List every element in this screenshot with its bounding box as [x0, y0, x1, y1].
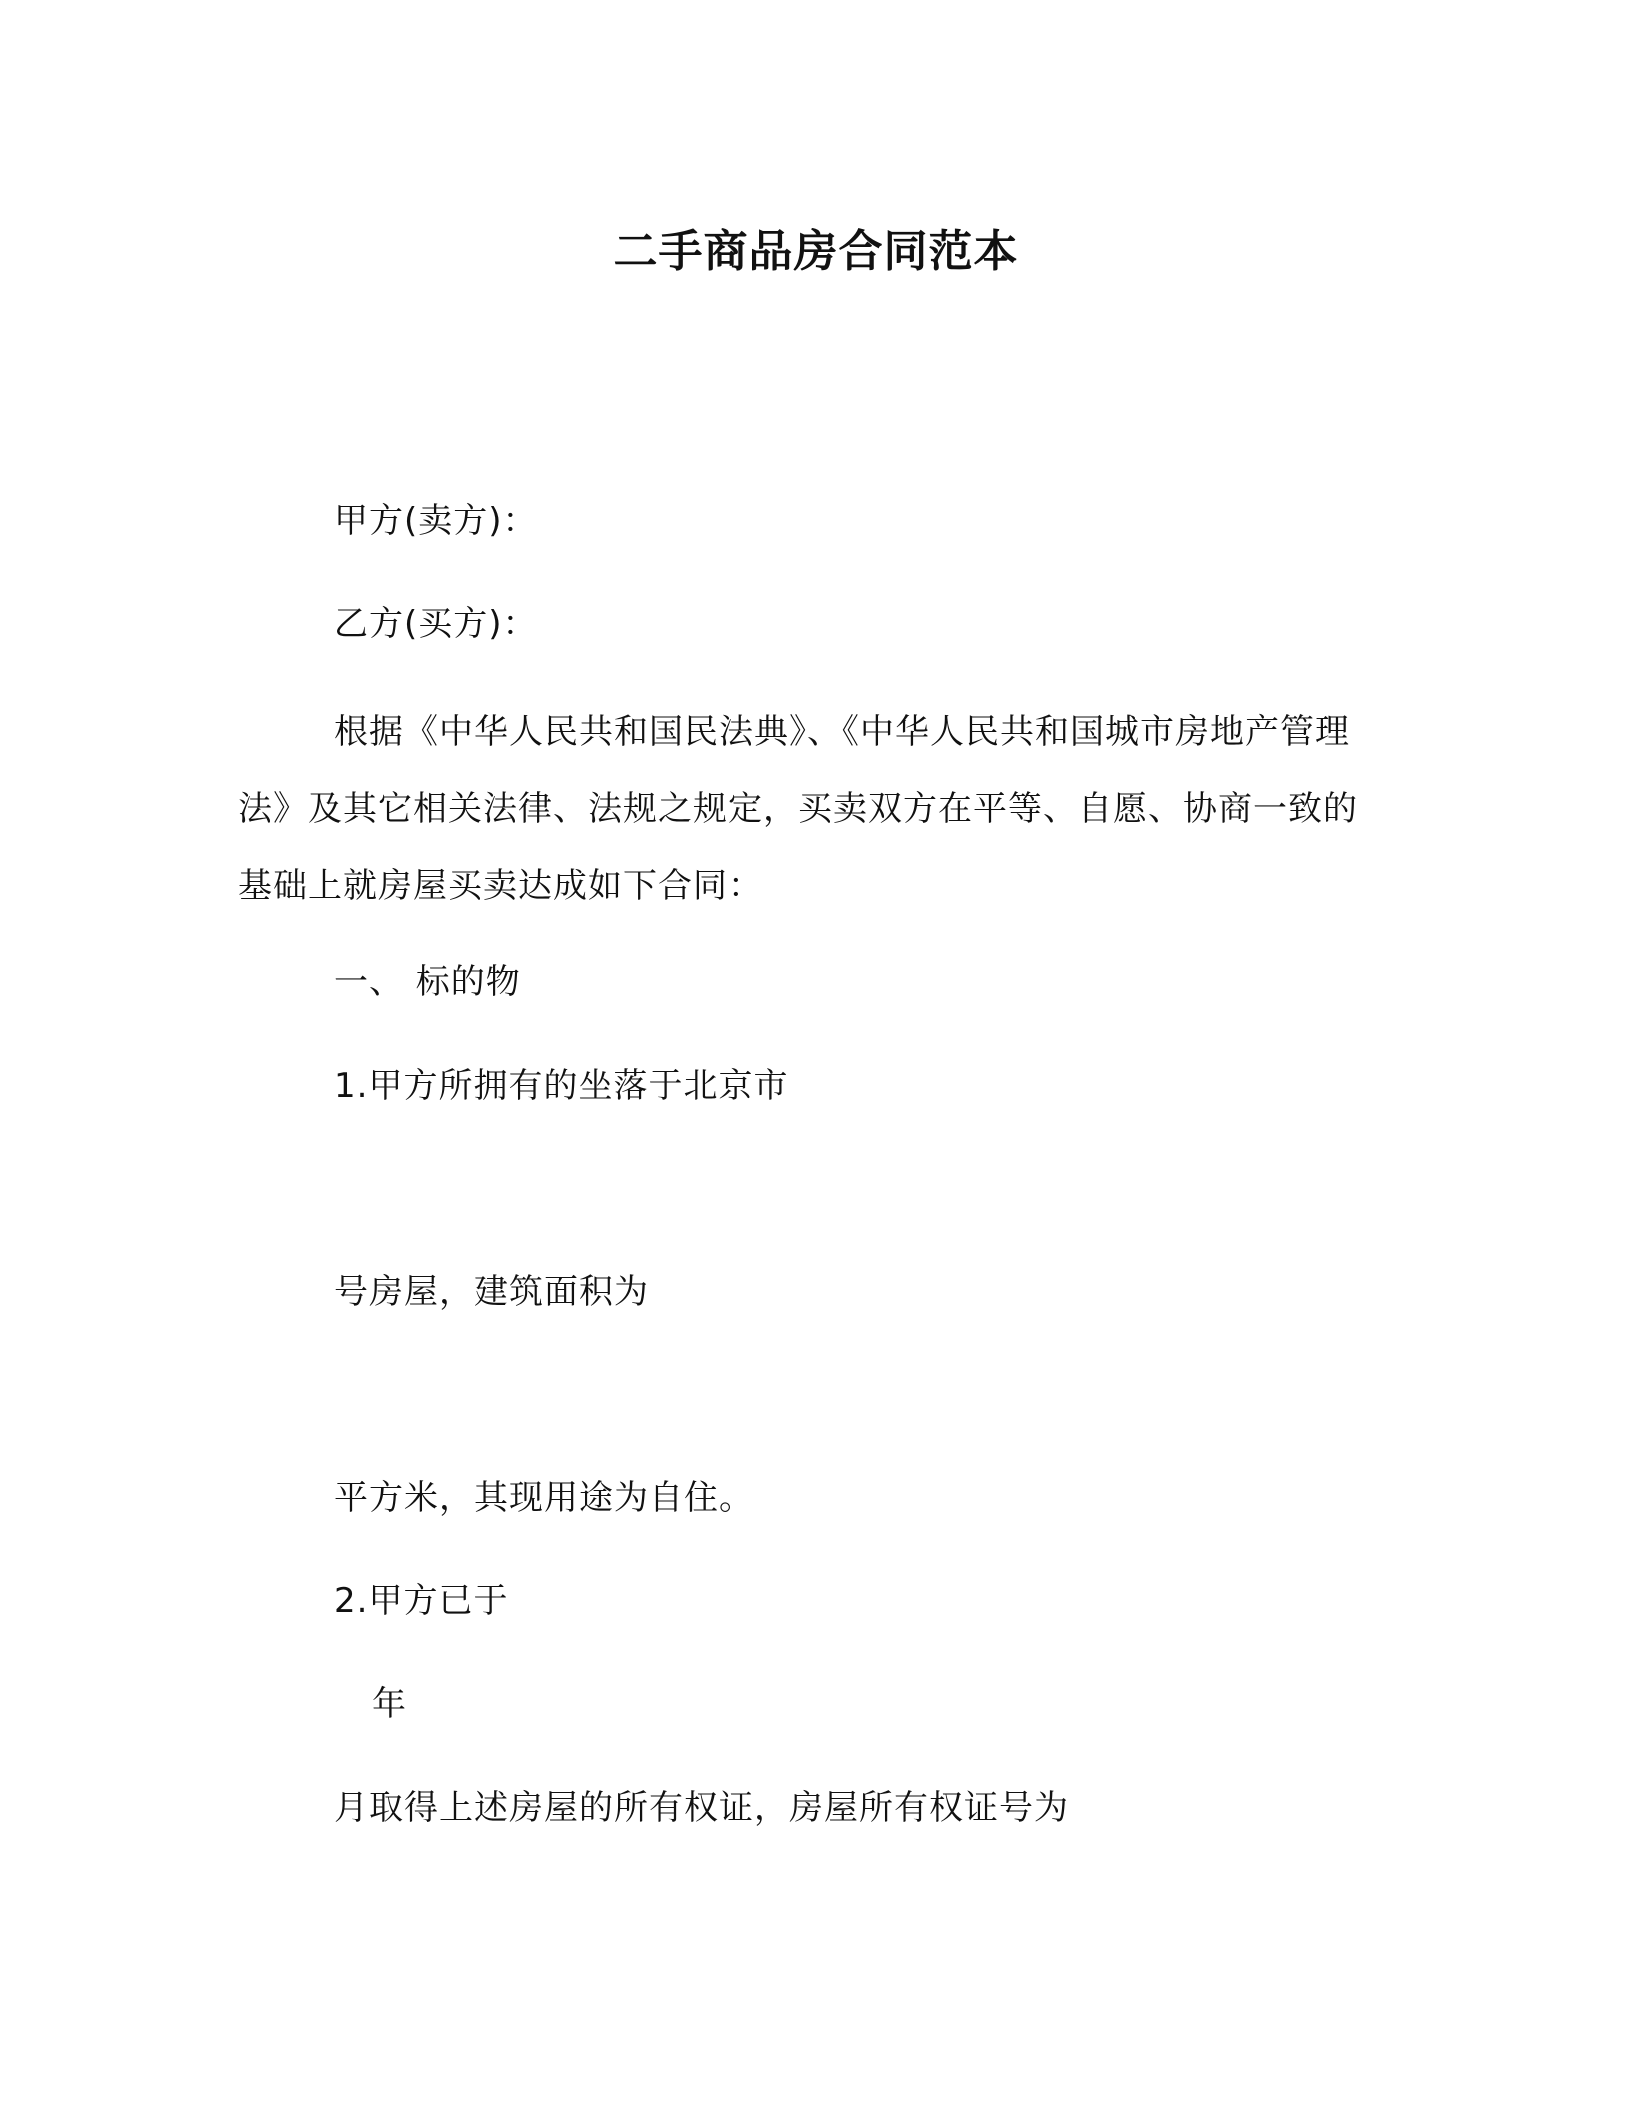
clause-1-line-2: 号房屋，建筑面积为: [334, 1272, 649, 1312]
clause-2-line-3: 月取得上述房屋的所有权证，房屋所有权证号为: [334, 1788, 1069, 1828]
clause-2-line-2: 年: [372, 1684, 407, 1724]
clause-2-line-1: 2.甲方已于: [334, 1581, 509, 1621]
preamble-paragraph: 根据《中华人民共和国民法典》、《中华人民共和国城市房地产管理法》及其它相关法律、法规之规定，买卖双方在平等、自愿、协商一致的基础上就房屋买卖达成如下合同：: [238, 712, 1358, 906]
document-title: 二手商品房合同范本: [613, 226, 1019, 277]
party-b-label: 乙方(买方)：: [334, 604, 538, 644]
party-a-label: 甲方(卖方)：: [334, 501, 538, 541]
section-1-heading: 一、 标的物: [334, 962, 521, 1002]
clause-1-line-1: 1.甲方所拥有的坐落于北京市: [334, 1066, 789, 1106]
clause-1-line-3: 平方米，其现用途为自住。: [334, 1478, 754, 1518]
